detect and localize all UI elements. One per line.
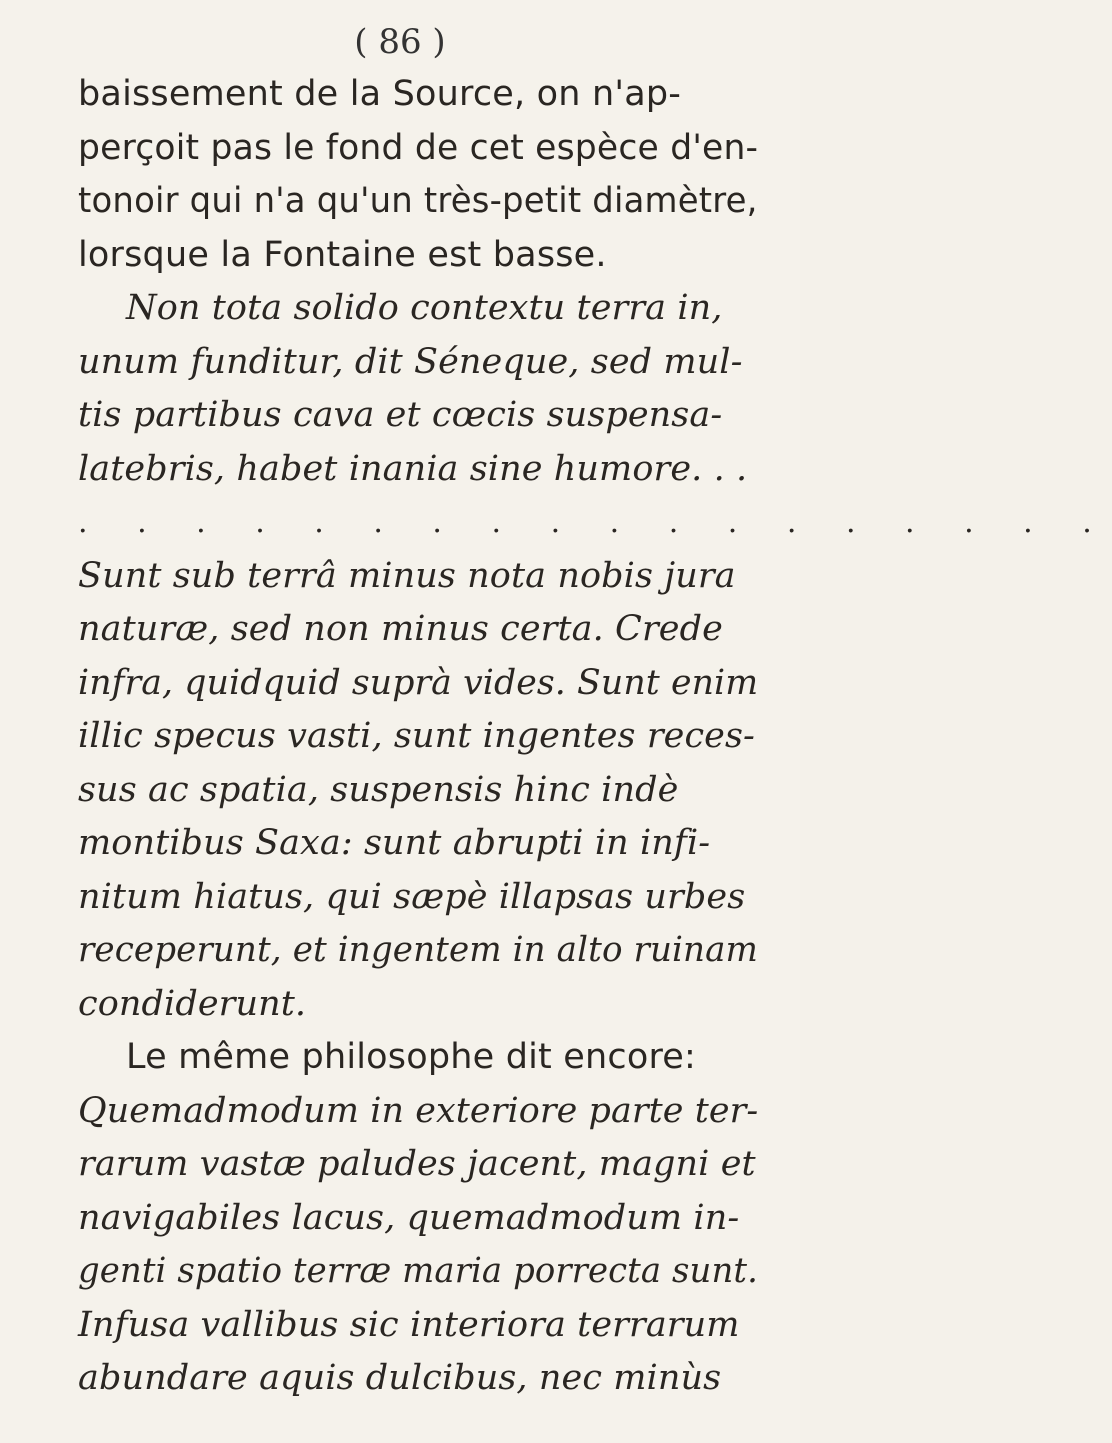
text-line: genti spatio terræ maria porrecta sunt. <box>78 1251 758 1291</box>
text-line: sus ac spatia, suspensis hinc indè <box>78 769 679 810</box>
text-line: Sunt sub terrâ minus nota nobis jura <box>78 555 736 596</box>
text-block <box>78 68 1112 1406</box>
text-line: nitum hiatus, qui sæpè illapsas urbes <box>78 876 746 917</box>
page-number: ( 86 ) <box>354 22 446 62</box>
text-line: abundare aquis dulcibus, nec minùs <box>78 1358 722 1398</box>
text-line: naturæ, sed non minus certa. Crede <box>78 609 723 649</box>
text-line: tonoir qui n'a qu'un très-petit diamètre, <box>78 181 758 221</box>
text-line: infra, quidquid suprà vides. Sunt enim <box>78 662 759 703</box>
text-line: rarum vastæ paludes jacent, magni et <box>78 1144 756 1184</box>
text-line: baissement de la Source, on n'ap- <box>78 74 682 114</box>
text-line: Quemadmodum in exteriore parte ter- <box>78 1090 759 1131</box>
text-line: lorsque la Fontaine est basse. <box>78 234 607 275</box>
text-line: illic specus vasti, sunt ingentes reces- <box>78 716 755 756</box>
text-line: Le même philosophe dit encore: <box>126 1037 696 1077</box>
text-line: receperunt, et ingentem in alto ruinam <box>78 930 759 970</box>
text-line: Infusa vallibus sic interiora terrarum <box>78 1304 740 1345</box>
text-line: montibus Saxa: sunt abrupti in infi- <box>78 823 711 863</box>
text-line: latebris, habet inania sine humore. . . <box>78 448 748 489</box>
text-line: condiderunt. <box>78 983 307 1024</box>
text-line: perçoit pas le fond de cet espèce d'en- <box>78 127 759 168</box>
text-line: . . . . . . . . . . . . . . . . . . <box>78 505 1112 540</box>
text-line: tis partibus cava et cœcis suspensa- <box>78 395 723 435</box>
text-line: unum funditur, dit Séneque, sed mul- <box>78 341 743 382</box>
text-line: Non tota solido contextu terra in, <box>126 288 723 328</box>
text-line: navigabiles lacus, quemadmodum in- <box>78 1197 740 1238</box>
